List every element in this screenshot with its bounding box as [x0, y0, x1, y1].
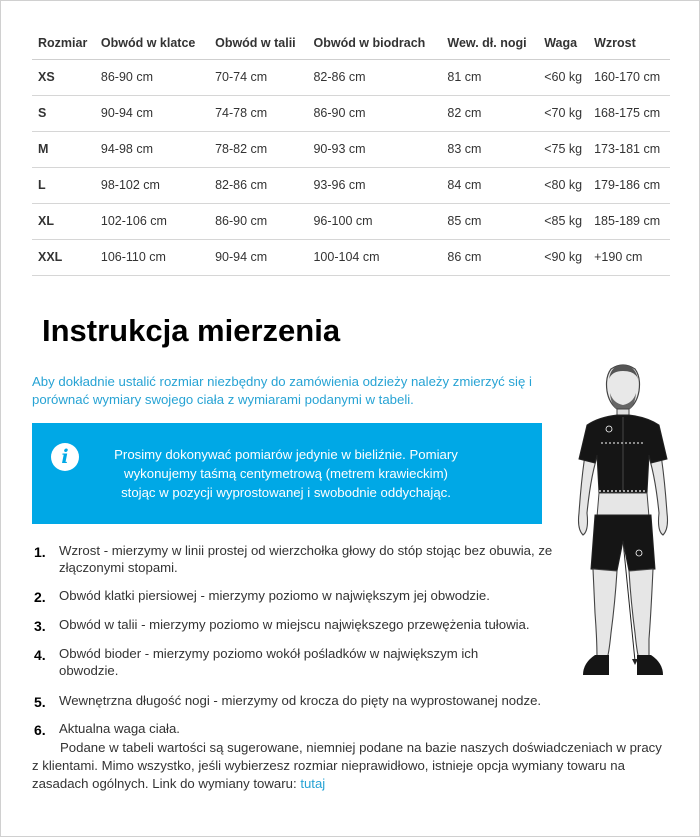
info-notice — [32, 423, 542, 524]
height-cell: 179-186 cm — [588, 167, 670, 203]
list-item — [32, 720, 577, 737]
waist-cell: 78-82 cm — [209, 131, 307, 167]
list-item — [32, 616, 577, 633]
step-number: 4. — [34, 647, 46, 663]
waist-cell: 90-94 cm — [209, 239, 307, 275]
step-text: Aktualna waga ciała. — [59, 721, 180, 736]
instructions-heading: Instrukcja mierzenia — [42, 313, 341, 348]
chest-cell: 94-98 cm — [95, 131, 209, 167]
step-text: Obwód bioder - mierzymy poziomo wokół pośladków w największym ich obwodzie. — [59, 646, 479, 678]
size-cell: S — [32, 95, 95, 131]
footer-note — [32, 739, 670, 793]
weight-cell: <85 kg — [538, 203, 588, 239]
waist-cell: 70-74 cm — [209, 59, 307, 95]
right-leg — [629, 569, 653, 659]
size-cell: L — [32, 167, 95, 203]
footer-text: Podane w tabeli wartości są sugerowane, niemniej podane na bazie naszych doświadczeniach w pracy z klientami. Mimo wszystko, jeśli wybierzesz rozmiar nieprawidłowo, istnieje opcja wymiany towaru na zasadach ogólnych. Link do wymiany towaru: — [32, 740, 662, 791]
table-row — [32, 203, 670, 239]
chest-cell: 90-94 cm — [95, 95, 209, 131]
measurement-figure — [567, 363, 679, 685]
step-number: 3. — [34, 618, 46, 634]
size-cell: XXL — [32, 239, 95, 275]
waist-cell: 86-90 cm — [209, 203, 307, 239]
height-cell: 173-181 cm — [588, 131, 670, 167]
inseam-cell: 84 cm — [441, 167, 538, 203]
col-header-waist: Obwód w talii — [209, 27, 307, 59]
notice-line: Prosimy dokonywać pomiarów jedynie w bieliźnie. Pomiary — [114, 447, 458, 462]
height-cell: 168-175 cm — [588, 95, 670, 131]
step-number: 1. — [34, 544, 46, 560]
torso — [597, 493, 649, 517]
step-text: Obwód klatki piersiowej - mierzymy poziomo w największym jej obwodzie. — [59, 588, 490, 603]
col-header-hips: Obwód w biodrach — [307, 27, 441, 59]
hips-cell: 90-93 cm — [307, 131, 441, 167]
chest-cell: 86-90 cm — [95, 59, 209, 95]
list-item — [32, 542, 577, 576]
notice-text — [104, 445, 468, 502]
hips-cell: 86-90 cm — [307, 95, 441, 131]
hips-cell: 82-86 cm — [307, 59, 441, 95]
hips-cell: 93-96 cm — [307, 167, 441, 203]
list-item — [32, 692, 592, 709]
info-icon: i — [51, 443, 79, 471]
intro-text: Aby dokładnie ustalić rozmiar niezbędny do zamówienia odzieży należy zmierzyć się i porównać wymiary swojego ciała z wymiarami podanymi w tabeli. — [32, 374, 532, 407]
size-cell: XL — [32, 203, 95, 239]
height-cell: 160-170 cm — [588, 59, 670, 95]
table-header-row — [32, 27, 670, 59]
size-cell: M — [32, 131, 95, 167]
inseam-cell: 85 cm — [441, 203, 538, 239]
table-row — [32, 95, 670, 131]
size-cell: XS — [32, 59, 95, 95]
table-row — [32, 59, 670, 95]
chest-cell: 106-110 cm — [95, 239, 209, 275]
table-row — [32, 167, 670, 203]
col-header-chest: Obwód w klatce — [95, 27, 209, 59]
col-header-height: Wzrost — [588, 27, 670, 59]
chest-cell: 98-102 cm — [95, 167, 209, 203]
hips-cell: 96-100 cm — [307, 203, 441, 239]
left-leg — [593, 569, 617, 659]
inseam-cell: 82 cm — [441, 95, 538, 131]
notice-line: stojąc w pozycji wyprostowanej i swobodnie oddychając. — [121, 485, 451, 500]
table-row — [32, 131, 670, 167]
step-number: 2. — [34, 589, 46, 605]
weight-cell: <90 kg — [538, 239, 588, 275]
list-item — [32, 587, 577, 604]
measurement-steps — [32, 542, 577, 737]
exchange-link[interactable]: tutaj — [300, 776, 326, 791]
step-number: 5. — [34, 694, 46, 710]
right-shoe — [637, 655, 663, 675]
step-text: Wewnętrzna długość nogi - mierzymy od krocza do pięty na wyprostowanej nodze. — [59, 693, 542, 708]
weight-cell: <75 kg — [538, 131, 588, 167]
height-cell: +190 cm — [588, 239, 670, 275]
inseam-cell: 83 cm — [441, 131, 538, 167]
notice-line: wykonujemy taśmą centymetrową (metrem krawieckim) — [124, 466, 448, 481]
height-cell: 185-189 cm — [588, 203, 670, 239]
left-shoe — [583, 655, 609, 675]
inseam-cell: 86 cm — [441, 239, 538, 275]
list-item — [32, 645, 577, 679]
waist-cell: 82-86 cm — [209, 167, 307, 203]
weight-cell: <70 kg — [538, 95, 588, 131]
col-header-size: Rozmiar — [32, 27, 95, 59]
col-header-weight: Waga — [538, 27, 588, 59]
table-row — [32, 239, 670, 275]
size-table — [32, 27, 670, 276]
step-number: 6. — [34, 722, 46, 738]
col-header-inseam: Wew. dł. nogi — [441, 27, 538, 59]
weight-cell: <80 kg — [538, 167, 588, 203]
chest-cell: 102-106 cm — [95, 203, 209, 239]
weight-cell: <60 kg — [538, 59, 588, 95]
step-text: Wzrost - mierzymy w linii prostej od wierzchołka głowy do stóp stojąc bez obuwia, ze złączonymi stopami. — [59, 543, 553, 575]
inseam-cell: 81 cm — [441, 59, 538, 95]
waist-cell: 74-78 cm — [209, 95, 307, 131]
step-text: Obwód w talii - mierzymy poziomo w miejscu największego przewężenia tułowia. — [59, 617, 530, 632]
hips-cell: 100-104 cm — [307, 239, 441, 275]
